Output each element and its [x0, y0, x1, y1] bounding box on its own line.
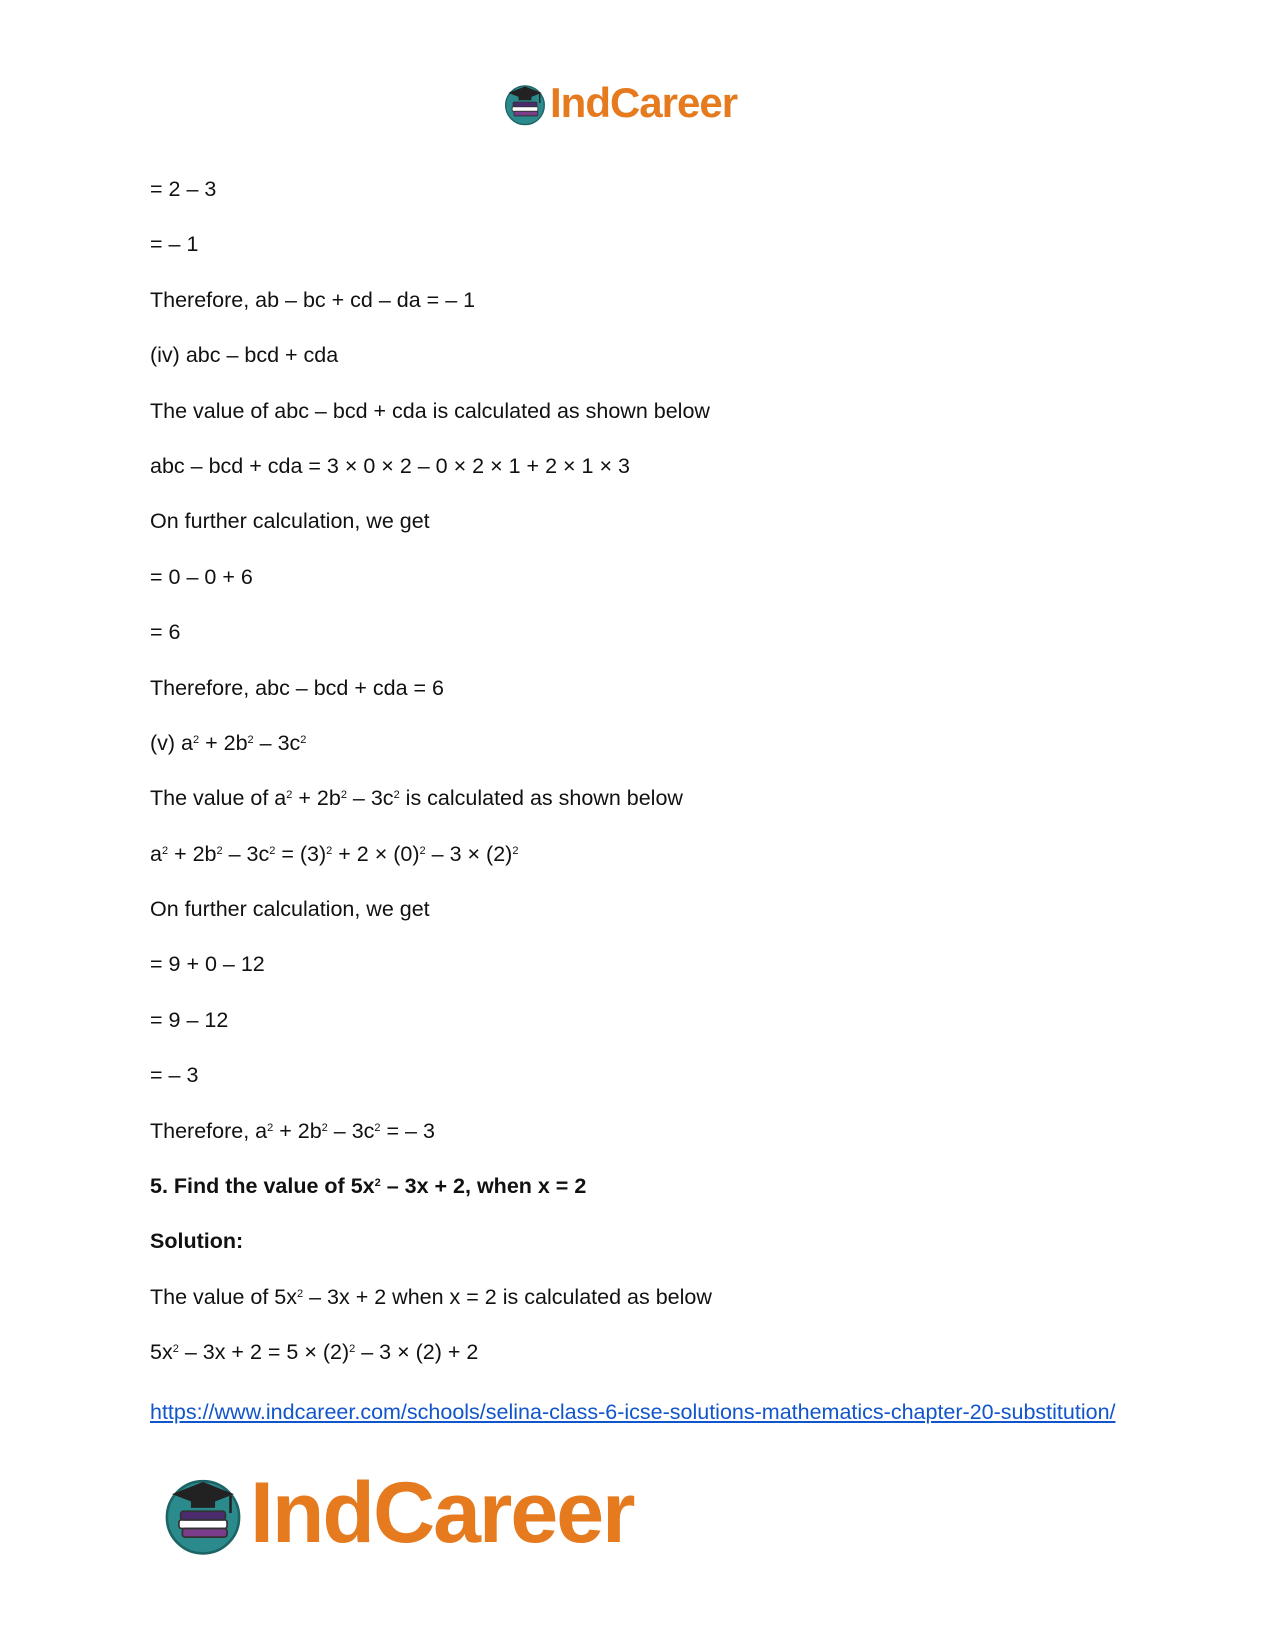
text-run: – 3 × (2): [425, 841, 513, 866]
text-run: (iv) abc – bcd + cda: [150, 343, 339, 368]
text-run: = – 3: [150, 1063, 199, 1088]
text-run: + 2b: [292, 786, 341, 811]
header-logo: [502, 78, 737, 128]
superscript: 2: [300, 733, 307, 746]
text-run: = 9 – 12: [150, 1007, 229, 1032]
text-run: a: [150, 841, 162, 866]
text-run: = – 1: [150, 232, 199, 257]
graduation-cap-books-globe-icon: [502, 80, 548, 126]
text-run: = – 3: [380, 1118, 435, 1143]
superscript: 2: [247, 733, 254, 746]
text-run: On further calculation, we get: [150, 897, 430, 922]
heading-line: [150, 1228, 1140, 1254]
superscript: 2: [193, 733, 200, 746]
superscript: 2: [349, 1343, 356, 1356]
text-line: [150, 564, 1140, 590]
text-run: abc – bcd + cda = 3 × 0 × 2 – 0 × 2 × 1 + 2 × 1 × 3: [150, 453, 630, 478]
text-run: The value of abc – bcd + cda is calculated as shown below: [150, 398, 710, 423]
heading-line: [150, 1173, 1140, 1199]
text-run: – 3c: [222, 841, 270, 866]
text-line: [150, 453, 1140, 479]
text-line: [150, 1118, 1140, 1144]
text-run: – 3 × (2) + 2: [355, 1340, 479, 1365]
superscript: 2: [267, 1121, 274, 1134]
footer-logo: [160, 1464, 634, 1561]
superscript: 2: [393, 789, 400, 802]
text-line: [150, 1007, 1140, 1033]
text-run: = 2 – 3: [150, 177, 217, 201]
text-run: 5x: [150, 1340, 173, 1365]
text-run: + 2 × (0): [332, 841, 420, 866]
superscript: 2: [340, 789, 347, 802]
text-run: The value of 5x: [150, 1284, 298, 1309]
text-line: [150, 287, 1140, 313]
text-run: – 3c: [327, 1118, 375, 1143]
text-line: [150, 785, 1140, 811]
superscript: 2: [374, 1121, 381, 1134]
text-run: = 0 – 0 + 6: [150, 564, 253, 589]
superscript: 2: [326, 844, 333, 857]
superscript: 2: [172, 1343, 179, 1356]
text-run: – 3c: [346, 786, 394, 811]
superscript: 2: [419, 844, 426, 857]
superscript: 2: [512, 844, 519, 857]
text-run: – 3c: [253, 730, 301, 755]
text-run: 5. Find the value of 5x: [150, 1174, 375, 1199]
text-run: Therefore, a: [150, 1118, 268, 1143]
text-run: Solution:: [150, 1229, 244, 1254]
text-line: [150, 675, 1140, 701]
text-run: = 9 + 0 – 12: [150, 952, 265, 977]
text-line: [150, 1284, 1140, 1310]
text-run: (v) a: [150, 730, 193, 755]
text-line: [150, 176, 1140, 202]
logo-text: IndCareer: [250, 1464, 634, 1561]
text-line: [150, 231, 1140, 257]
text-run: + 2b: [273, 1118, 322, 1143]
text-line: [150, 1062, 1140, 1088]
superscript: 2: [269, 844, 276, 857]
text-line: [150, 1339, 1140, 1365]
text-run: – 3x + 2 when x = 2 is calculated as below: [303, 1284, 712, 1309]
text-run: + 2b: [199, 730, 248, 755]
text-run: is calculated as shown below: [399, 786, 683, 811]
superscript: 2: [161, 844, 169, 857]
text-line: [150, 508, 1140, 534]
text-line: [150, 896, 1140, 922]
text-run: Therefore, ab – bc + cd – da = – 1: [150, 287, 476, 312]
superscript: 2: [286, 789, 293, 802]
text-line: [150, 730, 1140, 756]
source-link[interactable]: https://www.indcareer.com/schools/selina-class-6-icse-solutions-mathematics-chapter-20-substitution/: [150, 1400, 1116, 1424]
text-run: – 3x + 2 = 5 × (2): [178, 1340, 350, 1365]
text-line: [150, 951, 1140, 977]
text-run: On further calculation, we get: [150, 509, 430, 534]
text-line: [150, 619, 1140, 645]
text-line: [150, 841, 1140, 867]
text-run: + 2b: [168, 841, 217, 866]
text-run: – 3x + 2, when x = 2: [380, 1174, 587, 1199]
text-run: = (3): [275, 841, 327, 866]
superscript: 2: [321, 1121, 328, 1134]
graduation-cap-books-globe-icon: [160, 1470, 246, 1556]
superscript: 2: [297, 1287, 304, 1300]
document-body: [150, 176, 1140, 1395]
text-line: [150, 342, 1140, 368]
text-run: Therefore, abc – bcd + cda = 6: [150, 675, 445, 700]
text-run: The value of a: [150, 786, 287, 811]
superscript: 2: [374, 1177, 381, 1190]
superscript: 2: [216, 844, 223, 857]
text-line: [150, 398, 1140, 424]
logo-text: IndCareer: [550, 79, 738, 126]
text-run: = 6: [150, 620, 181, 645]
